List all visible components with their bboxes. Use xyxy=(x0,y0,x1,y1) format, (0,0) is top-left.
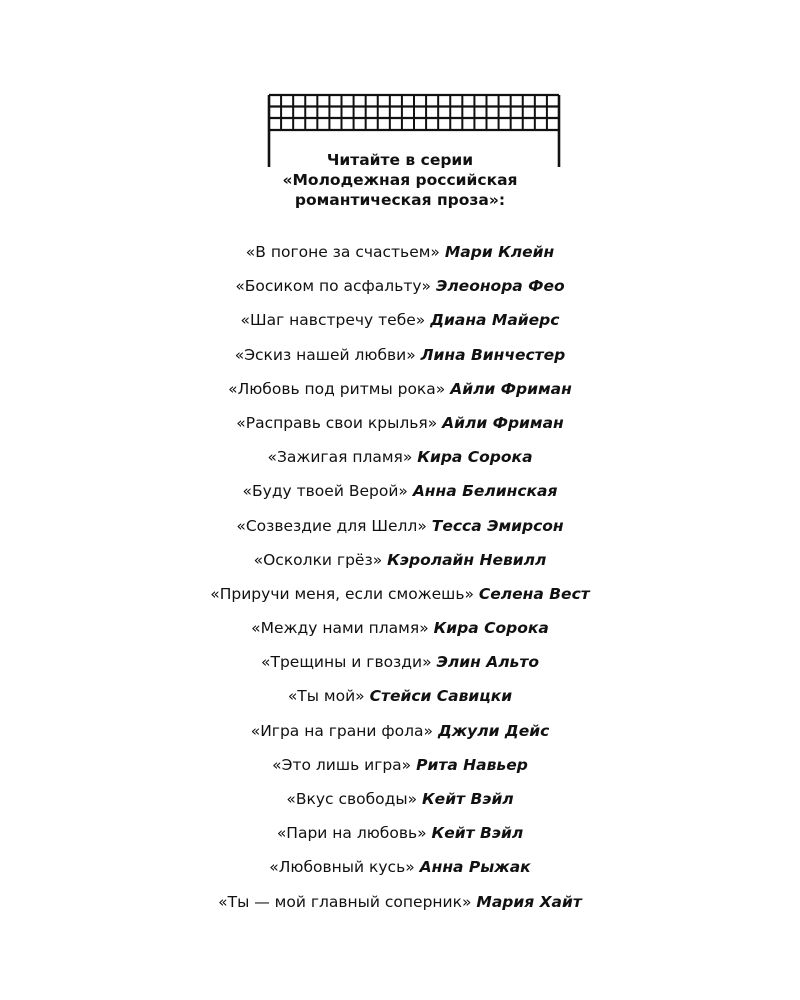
book-title: «Босиком по асфальту» xyxy=(235,277,432,296)
book-entry xyxy=(0,549,800,583)
book-author: Тесса Эмирсон xyxy=(431,516,564,535)
book-entry xyxy=(0,788,800,822)
book-author: Элин Альто xyxy=(436,653,539,672)
book-title: «Это лишь игра» xyxy=(272,755,412,774)
book-title: «Осколки грёз» xyxy=(253,550,383,569)
book-author: Лина Винчестер xyxy=(420,345,566,364)
book-entry xyxy=(0,617,800,651)
book-title: «Любовный кусь» xyxy=(269,858,415,877)
book-title: «Приручи меня, если сможешь» xyxy=(210,584,474,603)
book-entry xyxy=(0,720,800,754)
book-author: Кира Сорока xyxy=(433,619,549,638)
book-author: Мари Клейн xyxy=(444,243,555,261)
book-title: «Расправь свои крылья» xyxy=(236,413,438,432)
book-title: «Созвездие для Шелл» xyxy=(236,516,427,535)
book-author: Рита Навьер xyxy=(416,755,528,774)
book-title: «Ты мой» xyxy=(287,687,365,706)
series-heading-line-2: «Молодежная российская xyxy=(282,171,518,189)
book-title: «Шаг навстречу тебе» xyxy=(240,311,426,330)
book-title: «Вкус свободы» xyxy=(286,790,418,808)
book-entry xyxy=(0,309,800,343)
book-entry xyxy=(0,241,800,275)
book-title: «Зажигая пламя» xyxy=(267,448,413,467)
book-entry xyxy=(0,275,800,309)
book-entry xyxy=(0,378,800,412)
book-entry xyxy=(0,344,800,378)
book-author: Стейси Савицки xyxy=(369,687,513,706)
book-title: «Игра на грани фола» xyxy=(250,721,434,740)
book-title: «Между нами пламя» xyxy=(251,619,429,638)
book-title: «Эскиз нашей любви» xyxy=(234,345,416,364)
book-author: Айли Фриман xyxy=(450,379,572,398)
book-author: Джули Дейс xyxy=(437,721,550,740)
book-entry xyxy=(0,822,800,856)
book-title: «Трещины и гвозди» xyxy=(261,653,432,672)
book-author: Анна Белинская xyxy=(412,482,558,501)
book-author: Анна Рыжак xyxy=(419,858,531,877)
book-entry xyxy=(0,583,800,617)
book-entry xyxy=(0,412,800,446)
book-entry xyxy=(0,446,800,480)
book-author: Селена Вест xyxy=(478,584,590,603)
book-entry xyxy=(0,651,800,685)
book-author: Кейт Вэйл xyxy=(422,790,514,808)
book-list xyxy=(0,241,800,925)
series-heading-line-1: Читайте в серии xyxy=(326,151,474,169)
book-author: Мария Хайт xyxy=(476,892,582,911)
book-author: Кира Сорока xyxy=(417,448,533,467)
book-entry xyxy=(0,856,800,890)
series-heading-line-3: романтическая проза»: xyxy=(294,191,506,209)
book-entry xyxy=(0,891,800,925)
book-title: «Пари на любовь» xyxy=(276,824,427,843)
book-title: «Любовь под ритмы рока» xyxy=(228,379,446,398)
book-entry xyxy=(0,685,800,719)
book-author: Айли Фриман xyxy=(442,413,564,432)
book-title: «В погоне за счастьем» xyxy=(245,243,440,261)
book-author: Кейт Вэйл xyxy=(431,824,524,843)
series-heading xyxy=(200,150,600,210)
book-title: «Ты — мой главный соперник» xyxy=(218,892,472,911)
book-entry xyxy=(0,515,800,549)
book-title: «Буду твоей Верой» xyxy=(242,482,408,501)
book-author: Диана Майерс xyxy=(430,311,560,330)
book-author: Кэролайн Невилл xyxy=(387,550,547,569)
book-entry xyxy=(0,754,800,788)
book-entry xyxy=(0,480,800,514)
book-author: Элеонора Фео xyxy=(435,277,565,296)
